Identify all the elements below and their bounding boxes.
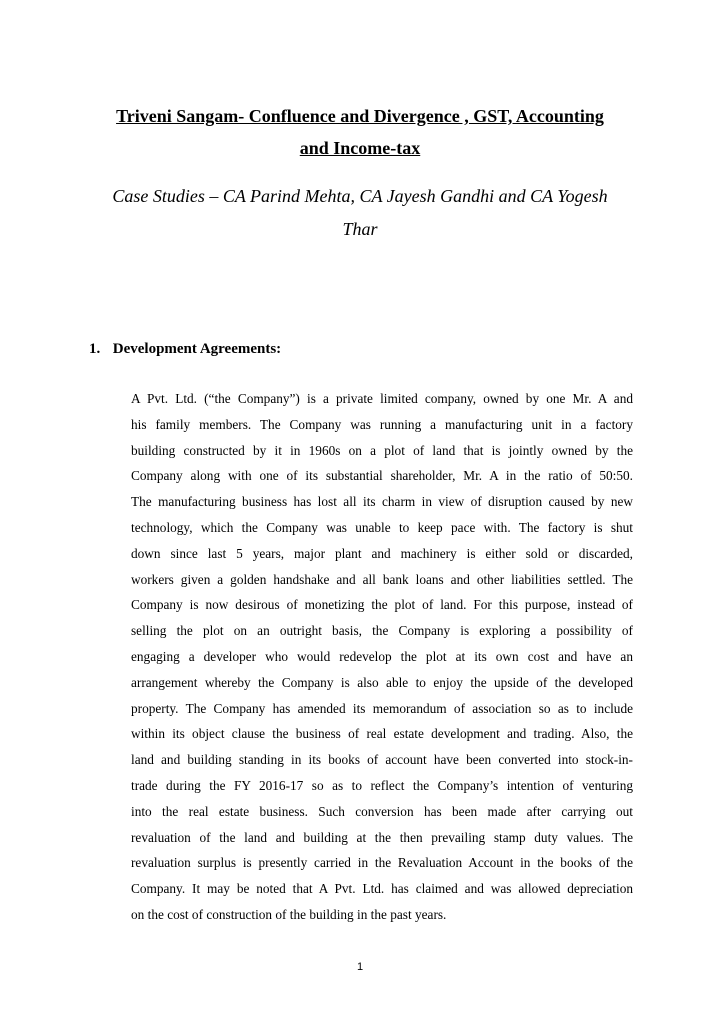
paragraph-line: technology, which the Company was unable to keep pace with. The factory is shut bbox=[131, 519, 633, 535]
paragraph-line: down since last 5 years, major plant and machinery is either sold or discarded, bbox=[131, 545, 633, 561]
paragraph-line: arrangement whereby the Company is also able to enjoy the upside of the developed bbox=[131, 674, 633, 690]
document-title bbox=[80, 100, 640, 164]
paragraph-line: revaluation of the land and building at the then prevailing stamp duty values. The bbox=[131, 829, 633, 845]
paragraph-line: Company. It may be noted that A Pvt. Ltd. has claimed and was allowed depreciation bbox=[131, 881, 633, 897]
section-number: 1. bbox=[89, 341, 101, 357]
paragraph-line: building constructed by it in 1960s on a plot of land that is jointly owned by the bbox=[131, 442, 633, 458]
subtitle-line-1: Case Studies – CA Parind Mehta, CA Jayesh Gandhi and CA Yogesh bbox=[112, 186, 608, 206]
paragraph-line: land and building standing in its books of account have been converted into stock-in- bbox=[131, 752, 633, 768]
paragraph-line: workers given a golden handshake and all bank loans and other liabilities settled. The bbox=[131, 571, 633, 587]
paragraph-line: revaluation surplus is presently carried in the Revaluation Account in the books of the bbox=[131, 855, 633, 871]
document-subtitle bbox=[80, 180, 640, 246]
paragraph-line: The manufacturing business has lost all its charm in view of disruption caused by new bbox=[131, 494, 633, 510]
paragraph-line: property. The Company has amended its memorandum of association so as to include bbox=[131, 700, 633, 716]
paragraph-line: A Pvt. Ltd. (“the Company”) is a private limited company, owned by one Mr. A and bbox=[131, 391, 633, 406]
paragraph-line: on the cost of construction of the building in the past years. bbox=[131, 906, 447, 922]
paragraph-line: Company is now desirous of monetizing the plot of land. For this purpose, instead of bbox=[131, 597, 633, 613]
section-heading bbox=[89, 338, 281, 360]
paragraph-line: into the real estate business. Such conversion has been made after carrying out bbox=[131, 803, 633, 819]
body-paragraph bbox=[131, 386, 633, 928]
paragraph-line: Company along with one of its substantial shareholder, Mr. A in the ratio of 50:50. bbox=[131, 468, 633, 484]
paragraph-line: within its object clause the business of real estate development and trading. Also, the bbox=[131, 726, 633, 742]
title-line-1: Triveni Sangam- Confluence and Divergence , GST, Accounting bbox=[116, 106, 604, 126]
subtitle-line-2: Thar bbox=[342, 219, 378, 239]
paragraph-line: his family members. The Company was running a manufacturing unit in a factory bbox=[131, 416, 633, 432]
paragraph-line: engaging a developer who would redevelop the plot at its own cost and have an bbox=[131, 648, 633, 664]
paragraph-line: trade during the FY 2016-17 so as to reflect the Company’s intention of venturing bbox=[131, 777, 633, 793]
paragraph-line: selling the plot on an outright basis, the Company is exploring a possibility of bbox=[131, 623, 633, 639]
section-heading-text: Development Agreements: bbox=[112, 341, 282, 357]
title-line-2: and Income-tax bbox=[299, 138, 421, 158]
page-number: 1 bbox=[356, 961, 364, 973]
